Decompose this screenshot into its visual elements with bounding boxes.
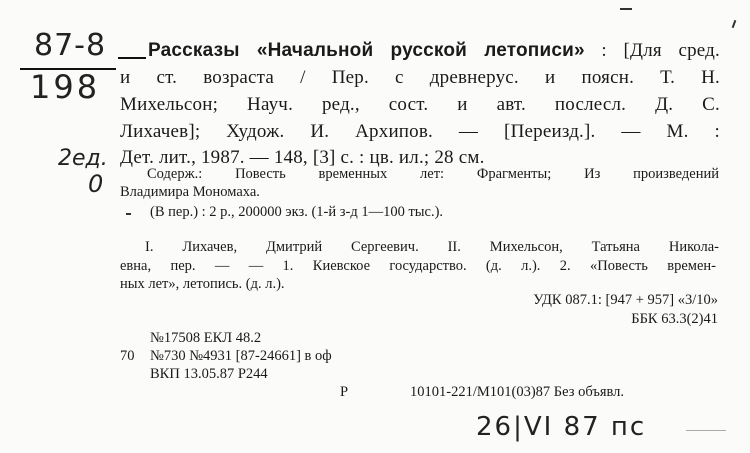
contents-line-2: Владимира Мономаха. [120,184,260,200]
bottom-prefix: Р [340,384,349,400]
bbk-code: ББК 63.3(2)41 [631,311,718,327]
bottom-code: 10101-221/М101(03)87 Без объявл. [410,384,625,400]
margin-note-copies: 2ед. [58,146,108,171]
entry-line-2: и ст. возраста / Пер. с древнерус. и поясн. Т. Н. [120,67,720,88]
udk-code: УДК 087.1: [947 + 957] «3/10» [533,292,718,308]
entry-line-3: Михельсон; Науч. ред., сост. и авт. послесл. Д. С. [120,94,720,115]
entry-line-5: Дет. лит., 1987. — 148, [3] с. : цв. ил.; 28 см. [120,147,485,168]
shelfmark-top: 87-8 [34,28,107,63]
entry-line-1-rest: : [Для сред. [601,40,720,61]
stray-mark [732,20,737,28]
stray-mark [126,213,131,215]
code-line-2-number: 70 [120,348,135,364]
title-dash [118,57,146,59]
stray-mark [686,430,726,431]
entry-line-4: Лихачев]; Худож. И. Архипов. — [Переизд.]. — М. : [120,121,720,142]
price-line: (В пер.) : 2 р., 200000 экз. (1-й з-д 1—100 тыс.). [150,204,444,220]
stray-mark [620,8,632,10]
shelfmark-bottom: 198 [30,68,101,106]
contents-line-1: Содерж.: Повесть временных лет: Фрагменты; Из произведений [147,166,719,182]
tracings-line-2: евна, пер. — — 1. Киевское государство. (д. л.). 2. «Повесть времен- [120,258,716,274]
code-line-2: №730 №4931 [87-24661] в оф [150,348,332,364]
margin-note-zero: 0 [88,170,104,198]
code-line-1: №17508 ЕКЛ 48.2 [150,330,262,346]
entry-line-1 [148,40,720,62]
handwritten-date: 26|VI 87 пс [476,412,647,442]
tracings-line-1: I. Лихачев, Дмитрий Сергеевич. II. Михельсон, Татьяна Никола- [145,239,719,255]
code-line-3: ВКП 13.05.87 Р244 [150,366,268,382]
entry-title: Рассказы «Начальной русской летописи» [148,40,585,61]
tracings-line-3: ных лет», летопись. (д. л.). [120,276,285,292]
